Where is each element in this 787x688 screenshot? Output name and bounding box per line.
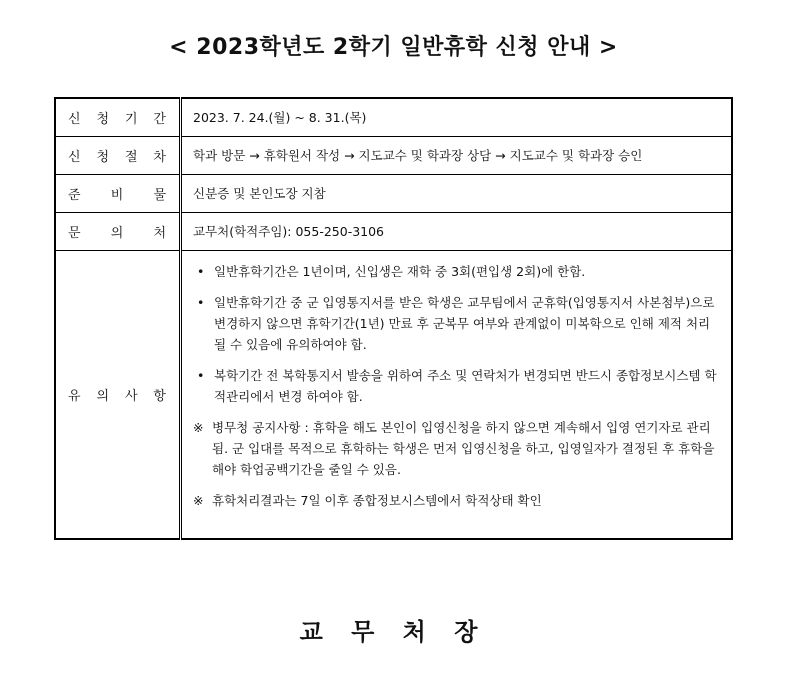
table-row-period bbox=[55, 98, 732, 136]
reference-mark-icon: ※ bbox=[193, 419, 204, 435]
table-row-materials bbox=[55, 174, 732, 212]
list-item: ※ 병무청 공지사항 : 휴학을 해도 본인이 입영신청을 하지 않으면 계속해서 입영 연기자로 관리됨. 군 입대를 목적으로 휴학하는 학생은 먼저 입영신청을 하고, 입영일자가 결정된 후 휴학을 해야 학업공백기간을 줄일 수 있음. bbox=[193, 417, 719, 480]
table-row-contact bbox=[55, 212, 732, 250]
row-value-materials: 신분증 및 본인도장 지참 bbox=[181, 174, 733, 212]
table-row-notes bbox=[55, 250, 732, 539]
list-item: • 일반휴학기간은 1년이며, 신입생은 재학 중 3회(편입생 2회)에 한함. bbox=[193, 261, 719, 282]
row-value-period: 2023. 7. 24.(월) ~ 8. 31.(목) bbox=[181, 98, 733, 136]
reference-mark-icon: ※ bbox=[193, 492, 204, 508]
list-item: • 복학기간 전 복학통지서 발송을 위하여 주소 및 연락처가 변경되면 반드시 종합정보시스템 학적관리에서 변경 하여야 함. bbox=[193, 365, 719, 407]
list-item: ※ 휴학처리결과는 7일 이후 종합정보시스템에서 학적상태 확인 bbox=[193, 490, 719, 511]
row-label: 신 청 절 차 bbox=[55, 136, 181, 174]
bullet-icon: • bbox=[197, 294, 205, 310]
row-label: 신 청 기 간 bbox=[55, 98, 181, 136]
row-label: 문 의 처 bbox=[55, 212, 181, 250]
row-label: 유 의 사 항 bbox=[55, 250, 181, 539]
list-item: • 일반휴학기간 중 군 입영통지서를 받은 학생은 교무팀에서 군휴학(입영통지서 사본첨부)으로 변경하지 않으면 휴학기간(1년) 만료 후 군복무 여부와 관계없이 미복학으로 인해 제적 처리 될 수 있음에 유의하여야 함. bbox=[193, 292, 719, 355]
notes-list bbox=[181, 250, 733, 539]
row-value-contact: 교무처(학적주임): 055-250-3106 bbox=[181, 212, 733, 250]
signature-issuer: 교 무 처 장 bbox=[299, 617, 488, 646]
table-row-procedure bbox=[55, 136, 732, 174]
bullet-icon: • bbox=[197, 263, 205, 279]
row-value-procedure: 학과 방문 → 휴학원서 작성 → 지도교수 및 학과장 상담 → 지도교수 및 학과장 승인 bbox=[181, 136, 733, 174]
notice-table bbox=[54, 97, 733, 540]
bullet-icon: • bbox=[197, 367, 205, 383]
row-label: 준 비 물 bbox=[55, 174, 181, 212]
document-title: < 2023학년도 2학기 일반휴학 신청 안내 > bbox=[169, 35, 618, 60]
